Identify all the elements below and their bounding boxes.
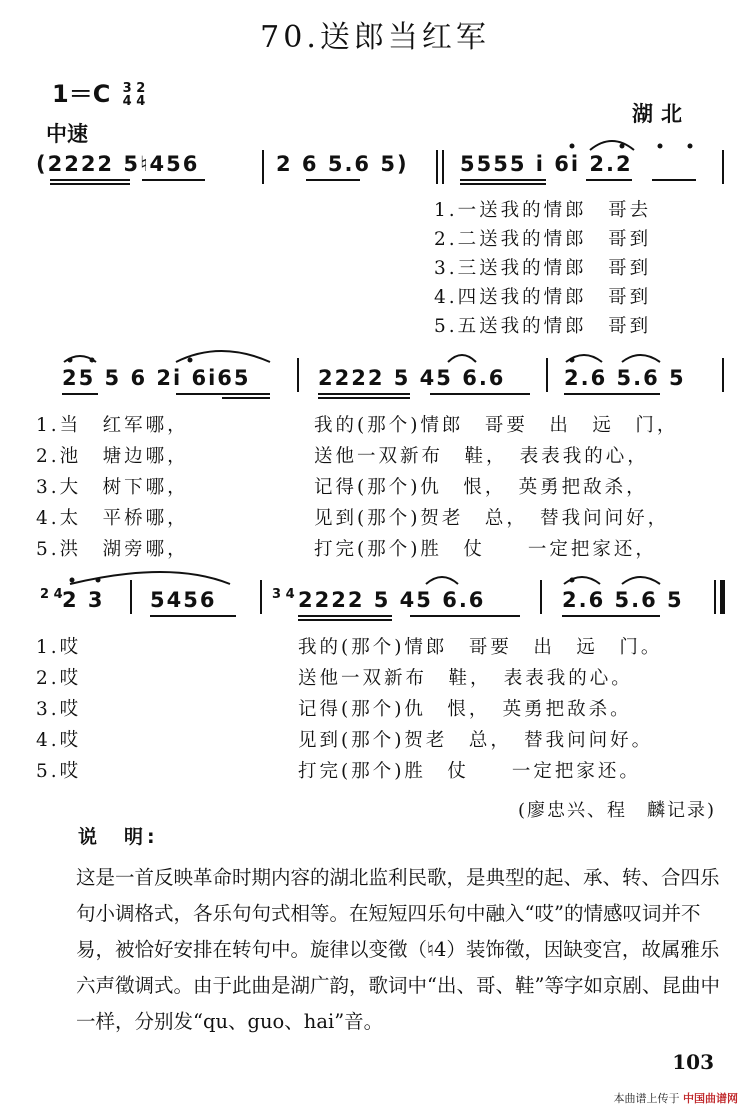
footer-watermark [614, 1090, 739, 1106]
underline [460, 180, 546, 184]
slur [448, 355, 476, 362]
lyric-line: 送他一双新布 鞋， 表表我的心， [314, 446, 649, 467]
melody-measure-1: 5555 i 6i 2.2 [460, 152, 633, 176]
lyric-line: 打完(那个)胜 仗 一定把家还， [314, 539, 657, 560]
explanation-heading: 说 明: [78, 826, 159, 848]
lyric-line: 1.一送我的情郎 哥去 [434, 200, 652, 221]
lyric-line: 见到(那个)贺老 总， 替我问问好， [314, 508, 670, 529]
lyric-line: 5.哎 [36, 761, 82, 782]
lyric-line: 我的(那个)情郎 哥要 出 远 门， [314, 415, 679, 436]
lyric-line: 1.哎 [36, 637, 82, 658]
octave-dot [620, 144, 625, 149]
melody-measure-4: 2.6 5.6 5 [564, 366, 686, 390]
meter-top: 3 2 [122, 81, 146, 96]
lyric-line: 3.三送我的情郎 哥到 [434, 258, 652, 279]
melody-measure-2: 25 5 6 2i 6i65 [62, 366, 251, 390]
intro-measure-2: 2 6 5.6 5) [276, 152, 409, 176]
region-label: 湖北 [632, 102, 690, 126]
meter-stack: 3 4 [272, 587, 295, 602]
tempo-label: 中速 [46, 122, 88, 146]
lyric-line: 记得(那个)仇 恨， 英勇把敌杀。 [298, 699, 632, 720]
octave-dot [570, 578, 575, 583]
explanation-body: 这是一首反映革命时期内容的湖北监利民歌，是典型的起、承、转、合四乐句小调格式，各乐句句式相等。在短短四乐句中融入“哎”的情感叹词并不易，被恰好安排在转句中。旋律以变徵（♮4）装饰徵，因缺变宫，故属雅乐六声徵调式。由于此曲是湖广韵，歌词中“出、哥、鞋”等字如京剧、昆曲中一样，分别发“qu、guo、hai”音。 [76, 866, 720, 1033]
melody-measure-6: 5456 [150, 588, 217, 612]
intro-measure-1: (2222 5♮456 [36, 152, 200, 176]
lyric-line: 送他一双新布 鞋， 表表我的心。 [298, 668, 633, 689]
slur [622, 577, 660, 584]
lyric-line: 打完(那个)胜 仗 一定把家还。 [298, 761, 641, 782]
octave-dot [570, 358, 575, 363]
lyric-line: 5.五送我的情郎 哥到 [434, 316, 652, 337]
slur [622, 355, 660, 362]
melody-measure-8: 2.6 5.6 5 [562, 588, 684, 612]
lyric-line: 见到(那个)贺老 总， 替我问问好。 [298, 730, 654, 751]
octave-dot [68, 358, 73, 363]
lyric-line: 2.哎 [36, 668, 82, 689]
slur [564, 577, 600, 584]
lyric-line: 4.哎 [36, 730, 82, 751]
melody-measure-7: 2222 5 45 6.6 [298, 588, 486, 612]
octave-dot [688, 144, 693, 149]
octave-dot [70, 578, 75, 583]
lyric-line: 5.洪 湖旁哪， [36, 539, 189, 560]
lyric-line: 4.太 平桥哪， [36, 508, 189, 529]
underline [298, 616, 392, 620]
underline [176, 394, 270, 398]
melody-measure-5: 2 3 [62, 588, 105, 612]
slur [426, 577, 458, 584]
melody-measure-3: 2222 5 45 6.6 [318, 366, 506, 390]
octave-dot [658, 144, 663, 149]
page-number: 103 [672, 1050, 714, 1074]
lyric-line: 3.哎 [36, 699, 82, 720]
octave-dot [570, 144, 575, 149]
meter-stack: 2 4 [40, 587, 63, 602]
slur [70, 572, 230, 584]
key-label: 1＝C [52, 80, 111, 108]
page-title: 70.送郎当红军 [260, 20, 490, 55]
site-logo: 中国曲谱网 [683, 1092, 738, 1105]
lyric-line: 2.二送我的情郎 哥到 [434, 229, 652, 250]
underline [318, 394, 410, 398]
footer-text: 本曲谱上传于 [613, 1092, 680, 1105]
octave-dot [96, 578, 101, 583]
lyric-line: 记得(那个)仇 恨， 英勇把敌杀， [314, 477, 648, 498]
octave-dot [90, 358, 95, 363]
lyric-line: 4.四送我的情郎 哥到 [434, 287, 652, 308]
transcription-credit: (廖忠兴、程 麟记录) [517, 800, 716, 821]
underline [50, 180, 130, 184]
octave-dot [188, 358, 193, 363]
lyric-line: 1.当 红军哪， [36, 415, 189, 436]
lyric-line: 3.大 树下哪， [36, 477, 189, 498]
meter-bottom: 4 4 [122, 94, 146, 109]
lyric-line: 我的(那个)情郎 哥要 出 远 门。 [298, 637, 663, 658]
slur [590, 141, 634, 150]
lyric-line: 2.池 塘边哪， [36, 446, 189, 467]
